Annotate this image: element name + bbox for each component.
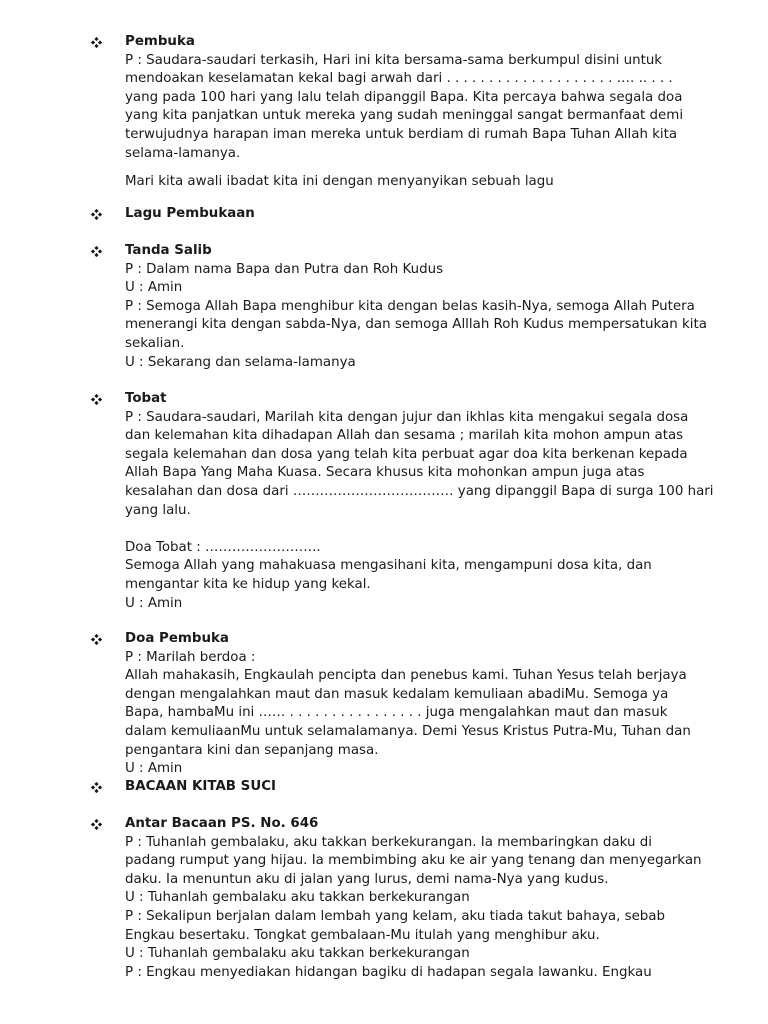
text-line: Semoga Allah yang mahakuasa mengasihani kita, mengampuni dosa kita, dan xyxy=(125,558,652,574)
text-line: dengan mengalahkan maut dan masuk kedalam kemuliaan abadiMu. Semoga ya xyxy=(125,686,669,702)
diamond-bullet-icon xyxy=(90,815,102,834)
text-line: pengantara kini dan sepanjang masa. xyxy=(125,742,379,758)
section-heading: Pembuka xyxy=(125,34,195,49)
section-heading: Antar Bacaan PS. No. 646 xyxy=(125,816,319,831)
text-line: kesalahan dan dosa dari ……………………………… yang dipanggil Bapa di surga 100 hari xyxy=(125,483,714,499)
text-line: U : Amin xyxy=(125,761,183,777)
text-line: Allah mahakasih, Engkaulah pencipta dan penebus kami. Tuhan Yesus telah berjaya xyxy=(125,668,687,684)
text-line: Mari kita awali ibadat kita ini dengan menyanyikan sebuah lagu xyxy=(125,174,554,190)
text-line: Engkau besertaku. Tongkat gembalaan-Mu itulah yang menghibur aku. xyxy=(125,927,600,943)
section-body xyxy=(125,261,737,373)
section-body xyxy=(125,409,737,614)
text-line: daku. Ia menuntun aku di jalan yang lurus, demi nama-Nya yang kudus. xyxy=(125,871,609,887)
text-line: terwujudnya harapan iman mereka untuk berdiam di rumah Bapa Tuhan Allah kita xyxy=(125,126,678,142)
text-line: P : Semoga Allah Bapa menghibur kita dengan belas kasih-Nya, semoga Allah Putera xyxy=(125,298,695,314)
section-heading: BACAAN KITAB SUCI xyxy=(125,779,277,794)
diamond-bullet-icon xyxy=(90,205,102,224)
text-line: U : Sekarang dan selama-lamanya xyxy=(125,354,356,370)
text-line: sekalian. xyxy=(125,335,185,351)
text-line: padang rumput yang hijau. Ia membimbing aku ke air yang tenang dan menyegarkan xyxy=(125,853,702,869)
diamond-bullet-icon xyxy=(90,390,102,409)
text-line: selama-lamanya. xyxy=(125,145,241,161)
diamond-bullet-icon xyxy=(90,33,102,52)
section-body xyxy=(125,834,737,983)
text-line: dan kelemahan kita dihadapan Allah dan sesama ; marilah kita mohon ampun atas xyxy=(125,428,684,444)
text-line: P : Saudara-saudari terkasih, Hari ini kita bersama-sama berkumpul disini untuk xyxy=(125,52,663,68)
text-line: P : Sekalipun berjalan dalam lembah yang kelam, aku tiada takut bahaya, sebab xyxy=(125,908,666,924)
text-line: yang kita panjatkan untuk mereka yang sudah meninggal sangat bermanfaat demi xyxy=(125,108,684,124)
section-heading: Lagu Pembukaan xyxy=(125,206,255,221)
text-line: Doa Tobat : …………………….. xyxy=(125,539,321,555)
text-line: mendoakan keselamatan kekal bagi arwah dari . . . . . . . . . . . . . . . . . . . . .… .. . . . xyxy=(125,71,673,87)
text-line: U : Tuhanlah gembalaku aku takkan berkekurangan xyxy=(125,946,470,962)
text-line: yang lalu. xyxy=(125,502,191,518)
text-line: P : Marilah berdoa : xyxy=(125,649,256,665)
section-heading: Doa Pembuka xyxy=(125,631,229,646)
diamond-bullet-icon xyxy=(90,630,102,649)
text-line: P : Tuhanlah gembalaku, aku takkan berkekurangan. Ia membaringkan daku di xyxy=(125,834,652,850)
text-line: P : Engkau menyediakan hidangan bagiku di hadapan segala lawanku. Engkau xyxy=(125,964,652,980)
text-line: segala kelemahan dan dosa yang telah kita perbuat agar doa kita berkenan kepada xyxy=(125,446,688,462)
section-body xyxy=(125,649,737,779)
section-heading: Tanda Salib xyxy=(125,243,212,258)
text-line: dalam kemuliaanMu untuk selamalamanya. Demi Yesus Kristus Putra-Mu, Tuhan dan xyxy=(125,723,691,739)
text-line xyxy=(125,520,737,539)
text-line: P : Saudara-saudari, Marilah kita dengan jujur dan ikhlas kita mengakui segala dosa xyxy=(125,409,689,425)
text-line: mengantar kita ke hidup yang kekal. xyxy=(125,576,371,592)
diamond-bullet-icon xyxy=(90,778,102,797)
text-line: menerangi kita dengan sabda-Nya, dan semoga Alllah Roh Kudus mempersatukan kita xyxy=(125,317,707,333)
text-line: Bapa, hambaMu ini …… . . . . . . . . . . . . . . . . juga mengalahkan maut dan masuk xyxy=(125,705,668,721)
text-line: U : Tuhanlah gembalaku aku takkan berkekurangan xyxy=(125,890,470,906)
text-line: U : Amin xyxy=(125,595,183,611)
diamond-bullet-icon xyxy=(90,242,102,261)
section-body xyxy=(125,52,737,192)
section-heading: Tobat xyxy=(125,391,167,406)
text-line: Allah Bapa Yang Maha Kuasa. Secara khusus kita mohonkan ampun juga atas xyxy=(125,465,645,481)
text-line: P : Dalam nama Bapa dan Putra dan Roh Kudus xyxy=(125,261,444,277)
text-line: yang pada 100 hari yang lalu telah dipanggil Bapa. Kita percaya bahwa segala doa xyxy=(125,89,683,105)
text-line: U : Amin xyxy=(125,280,183,296)
